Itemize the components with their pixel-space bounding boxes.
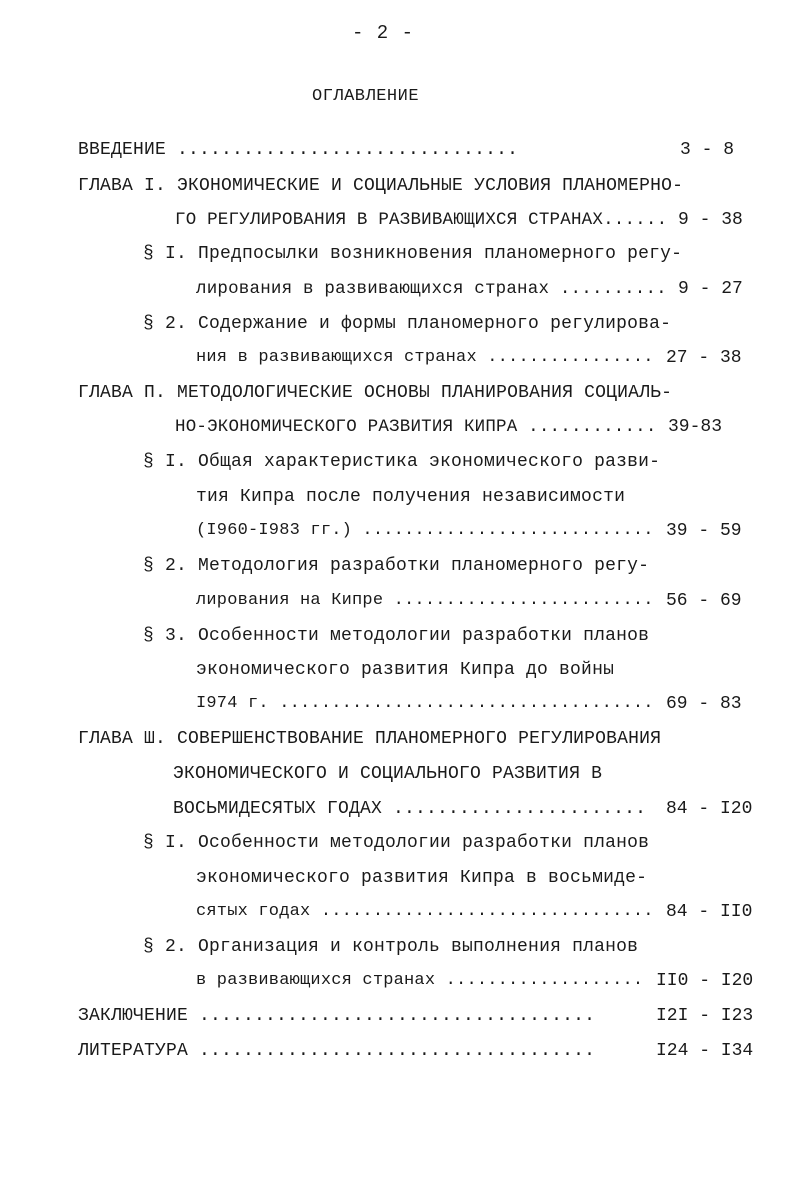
toc-entry-literature-pages: I24 - I34 xyxy=(656,1041,754,1061)
toc-ch3-section-1-line1: § I. Особенности методологии разработки планов xyxy=(143,833,650,853)
toc-entry-intro: ВВЕДЕНИЕ ............................... xyxy=(78,140,519,160)
toc-ch3-section-2-pages: II0 - I20 xyxy=(656,971,754,991)
toc-ch1-section-2-line2: ния в развивающихся странах ................ xyxy=(196,348,654,367)
toc-chapter-2-line2: НО-ЭКОНОМИЧЕСКОГО РАЗВИТИЯ КИПРА ............ xyxy=(175,417,657,437)
toc-chapter-2-line1: ГЛАВА П. МЕТОДОЛОГИЧЕСКИЕ ОСНОВЫ ПЛАНИРОВАНИЯ СОЦИАЛЬ- xyxy=(78,383,673,403)
toc-ch2-section-1-pages: 39 - 59 xyxy=(666,521,742,541)
page-number: - 2 - xyxy=(352,22,415,44)
toc-ch3-section-2-line1: § 2. Организация и контроль выполнения планов xyxy=(143,937,639,957)
toc-entry-conclusion-pages: I2I - I23 xyxy=(656,1006,754,1026)
toc-entry-intro-pages: 3 - 8 xyxy=(680,140,735,160)
toc-ch3-section-2-line2: в развивающихся странах ................... xyxy=(196,971,644,990)
toc-ch2-section-3-line3: I974 г. .................................... xyxy=(196,694,654,713)
toc-ch3-section-1-line2: экономического развития Кипра в восьмиде- xyxy=(196,868,648,888)
toc-entry-conclusion: ЗАКЛЮЧЕНИЕ .................................... xyxy=(78,1006,596,1026)
toc-chapter-3-line2: ЭКОНОМИЧЕСКОГО И СОЦИАЛЬНОГО РАЗВИТИЯ В xyxy=(173,764,603,784)
toc-ch2-section-1-line2: тия Кипра после получения независимости xyxy=(196,487,626,507)
toc-ch3-section-1-pages: 84 - II0 xyxy=(666,902,753,922)
toc-ch2-section-1-line3: (I960-I983 гг.) ............................ xyxy=(196,521,654,540)
toc-ch2-section-2-line2: лирования на Кипре ......................... xyxy=(196,591,654,610)
toc-entry-literature: ЛИТЕРАТУРА .................................... xyxy=(78,1041,596,1061)
toc-ch2-section-1-line1: § I. Общая характеристика экономического разви- xyxy=(143,452,661,472)
toc-chapter-1-pages: 9 - 38 xyxy=(678,210,743,230)
toc-title: ОГЛАВЛЕНИЕ xyxy=(312,87,420,106)
toc-chapter-3-line3: ВОСЬМИДЕСЯТЫХ ГОДАХ ....................... xyxy=(173,799,647,819)
toc-chapter-3-pages: 84 - I20 xyxy=(666,799,753,819)
toc-ch2-section-2-line1: § 2. Методология разработки планомерного регу- xyxy=(143,556,650,576)
toc-ch1-section-2-line1: § 2. Содержание и формы планомерного регулирова- xyxy=(143,314,672,334)
toc-ch2-section-3-line1: § 3. Особенности методологии разработки планов xyxy=(143,626,650,646)
toc-ch1-section-1-line2: лирования в развивающихся странах .......... xyxy=(196,279,667,299)
toc-chapter-1-line2: ГО РЕГУЛИРОВАНИЯ В РАЗВИВАЮЩИХСЯ СТРАНАХ...... xyxy=(175,210,668,230)
toc-chapter-2-pages: 39-83 xyxy=(668,417,723,437)
toc-ch2-section-2-pages: 56 - 69 xyxy=(666,591,742,611)
toc-ch1-section-2-pages: 27 - 38 xyxy=(666,348,742,368)
toc-ch1-section-1-pages: 9 - 27 xyxy=(678,279,743,299)
toc-ch3-section-1-line3: сятых годах ................................ xyxy=(196,902,654,921)
toc-ch2-section-3-pages: 69 - 83 xyxy=(666,694,742,714)
toc-chapter-3-line1: ГЛАВА Ш. СОВЕРШЕНСТВОВАНИЕ ПЛАНОМЕРНОГО РЕГУЛИРОВАНИЯ xyxy=(78,729,662,749)
toc-chapter-1-line1: ГЛАВА I. ЭКОНОМИЧЕСКИЕ И СОЦИАЛЬНЫЕ УСЛОВИЯ ПЛАНОМЕРНО- xyxy=(78,176,684,196)
toc-ch2-section-3-line2: экономического развития Кипра до войны xyxy=(196,660,615,680)
toc-ch1-section-1-line1: § I. Предпосылки возникновения планомерного регу- xyxy=(143,244,683,264)
